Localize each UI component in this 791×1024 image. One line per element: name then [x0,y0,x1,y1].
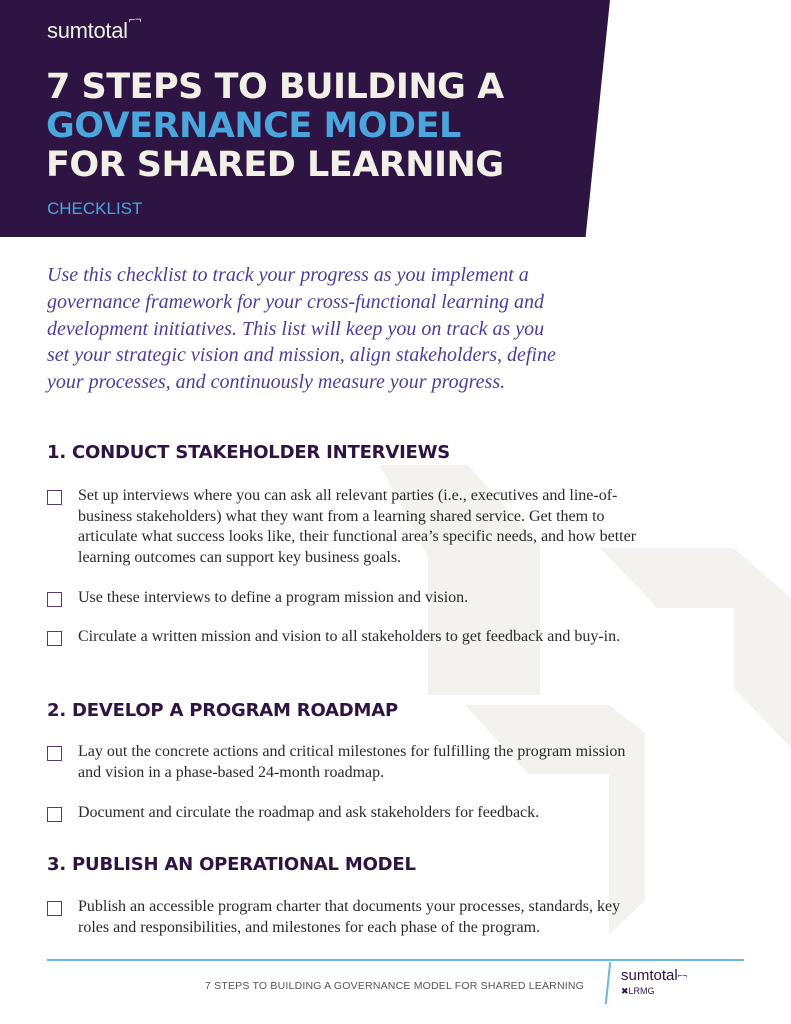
checklist-item-text: Document and circulate the roadmap and ask stakeholders for feedback. [78,804,540,821]
checkbox[interactable] [47,746,62,761]
title-line-3: FOR SHARED LEARNING [46,145,504,185]
checklist-item[interactable] [47,588,637,609]
title-line-1: 7 STEPS TO BUILDING A [46,67,504,107]
checkbox[interactable] [47,592,62,607]
checklist-item[interactable] [47,627,637,648]
checklist-item-text: Circulate a written mission and vision to all stakeholders to get feedback and buy-in. [78,628,621,645]
title-line-2: GOVERNANCE MODEL [46,106,461,146]
checkbox[interactable] [47,631,62,646]
section-2-heading: 2. DEVELOP A PROGRAM ROADMAP [47,700,398,721]
checkbox[interactable] [47,490,62,505]
page-subtitle: CHECKLIST [47,199,143,218]
logo-mark-icon: ⌐¬ [128,14,141,26]
checklist-item-text: Use these interviews to define a program mission and vision. [78,589,469,606]
logo-text: sumtotal [47,18,128,43]
footer-logo-text: sumtotal [621,967,678,984]
footer-divider-line [47,959,744,961]
checklist-item-text: Publish an accessible program charter that documents your processes, standards, key roles and responsibilities, and milestones for each phase of the program. [78,898,621,936]
footer-sumtotal-logo [621,968,687,983]
page-title [46,68,504,185]
checkbox[interactable] [47,807,62,822]
checklist-item-text: Lay out the concrete actions and critical milestones for fulfilling the program mission and vision in a phase-based 24-month roadmap. [78,743,626,781]
lrmg-logo: ✖LRMG [621,986,655,996]
checklist-item[interactable] [47,803,637,824]
checklist-item[interactable] [47,742,637,783]
watermark-chevron-right [600,548,791,748]
footer-vertical-divider [605,962,611,1004]
section-1-heading: 1. CONDUCT STAKEHOLDER INTERVIEWS [47,442,451,463]
sumtotal-logo [47,14,141,44]
intro-paragraph: Use this checklist to track your progress as you implement a governance framework for your cross-functional learning and development initiatives. This list will keep you on track as you set your strategic vision and mission, align stakeholders, define your processes, and continuously measure your progress. [47,264,556,394]
checklist-item[interactable] [47,897,637,938]
section-3-heading: 3. PUBLISH AN OPERATIONAL MODEL [47,854,416,875]
checklist-item[interactable] [47,486,637,568]
footer-title: 7 STEPS TO BUILDING A GOVERNANCE MODEL FOR SHARED LEARNING [205,980,584,992]
footer-logo-mark-icon: ⌐¬ [677,971,688,980]
checkbox[interactable] [47,901,62,916]
checklist-item-text: Set up interviews where you can ask all relevant parties (i.e., executives and line-of-business stakeholders) what they want from a learning shared service. Get them to articulate what success looks like, their functional area’s specific needs, and how better learning outcomes can support key business goals. [78,487,637,566]
